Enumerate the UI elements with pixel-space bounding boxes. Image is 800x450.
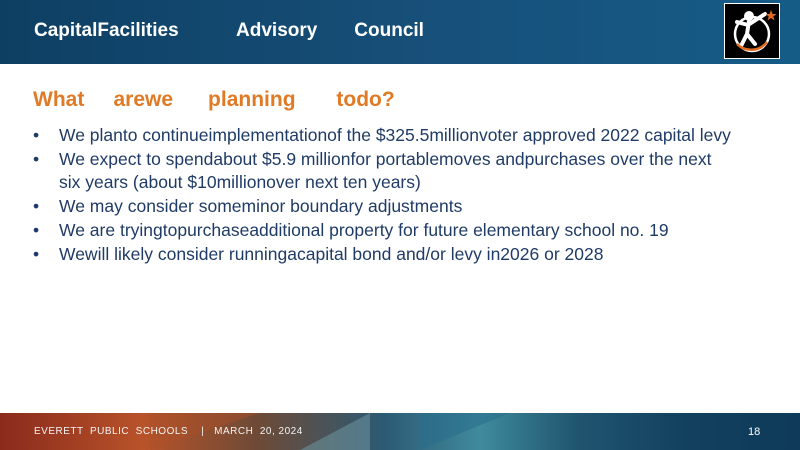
footer-decoration	[420, 413, 510, 450]
bullet-item	[33, 219, 733, 242]
slide-footer	[0, 413, 800, 450]
bullet-text: We expect to spendabout $5.9 millionfor portablemoves andpurchases over the next six years (about $10millionover next ten years)	[59, 149, 712, 192]
everett-public-schools-logo-icon	[724, 3, 780, 59]
slide-header	[0, 0, 800, 64]
slide-subtitle: What arewe planning todo?	[33, 88, 395, 111]
slide-title: CapitalFacilities Advisory Council	[34, 20, 424, 41]
bullet-text: We are tryingtopurchaseadditional property for future elementary school no. 19	[59, 220, 669, 240]
bullet-marker: •	[33, 125, 40, 145]
bullet-item	[33, 148, 733, 194]
bullet-text: We may consider someminor boundary adjustments	[59, 196, 463, 216]
bullet-text: We planto continueimplementationof the $325.5millionvoter approved 2022 capital levy	[59, 125, 731, 145]
bullet-list	[33, 124, 733, 267]
bullet-marker: •	[33, 196, 40, 216]
page-number: 18	[748, 426, 761, 438]
bullet-marker: •	[33, 149, 40, 169]
bullet-item	[33, 243, 733, 266]
bullet-item	[33, 195, 733, 218]
footer-decoration	[300, 413, 370, 450]
bullet-text: Wewill likely consider runningacapital bond and/or levy in2026 or 2028	[59, 244, 604, 264]
bullet-marker: •	[33, 220, 40, 240]
footer-label: EVERETT PUBLIC SCHOOLS | MARCH 20, 2024	[34, 426, 303, 437]
bullet-marker: •	[33, 244, 40, 264]
bullet-item	[33, 124, 733, 147]
